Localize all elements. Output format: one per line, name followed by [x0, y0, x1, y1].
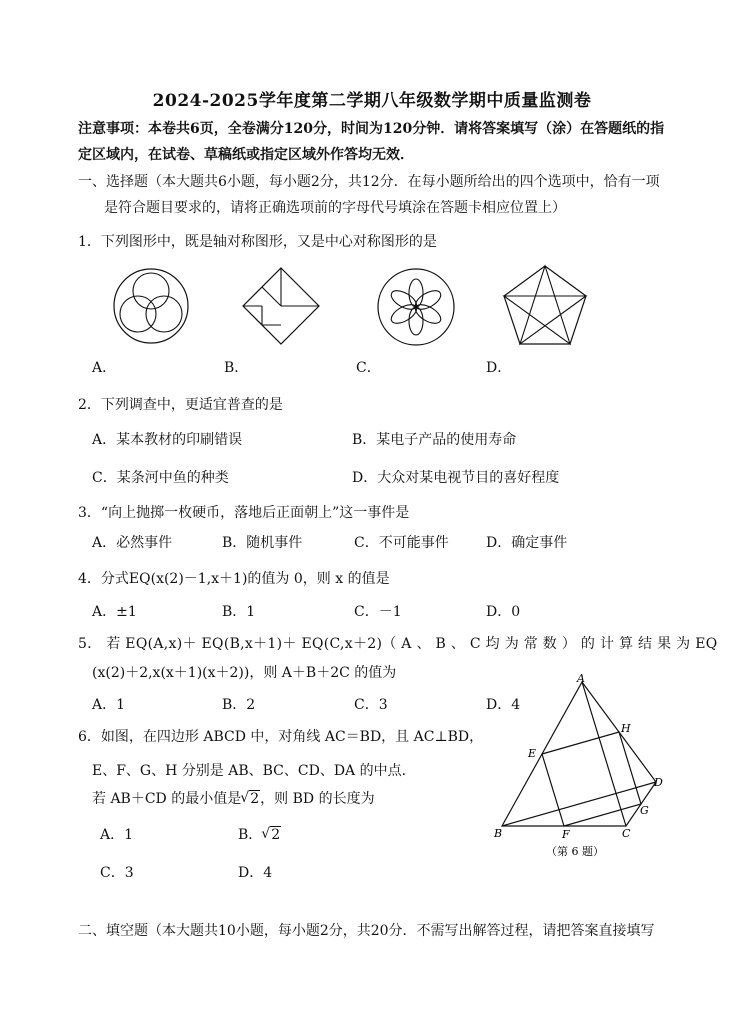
q3-option-c[interactable]: C．不可能事件	[354, 535, 449, 551]
notice-label: 注意事项：	[78, 121, 148, 137]
q6-label-g: G	[640, 804, 649, 817]
q1-figure-b	[240, 265, 322, 347]
q2-option-a[interactable]: A．某本教材的印刷错误	[92, 432, 243, 448]
q6-sqrt: √ 2	[241, 790, 260, 808]
q4-stem: 4．分式EQ(x(2)－1,x＋1)的值为 0，则 x 的值是	[78, 571, 390, 587]
q2-stem: 2．下列调查中，更适宜普查的是	[78, 397, 283, 413]
q6-stem-3-pre: 若 AB＋CD 的最小值是	[92, 791, 242, 807]
q6-option-b[interactable]: B．√ 2	[238, 826, 281, 844]
q1-stem: 1．下列图形中，既是轴对称图形，又是中心对称图形的是	[78, 234, 437, 250]
q6-stem-1: 6．如图，在四边形 ABCD 中，对角线 AC＝BD，且 AC⊥BD，	[78, 729, 484, 745]
notice-line-2: 定区域内，在试卷、草稿纸或指定区域外作答均无效．	[78, 147, 414, 163]
q4-option-a[interactable]: A．±1	[92, 604, 137, 620]
q6-label-f: F	[562, 828, 570, 841]
notice-line-1	[78, 120, 664, 138]
q5-option-b[interactable]: B．2	[222, 697, 256, 713]
q3-option-a[interactable]: A．必然事件	[92, 535, 173, 551]
q4-option-b[interactable]: B．1	[222, 604, 256, 620]
q6-stem-3	[92, 790, 375, 808]
q1-figure-d	[500, 262, 590, 348]
q6-label-e: E	[528, 747, 537, 760]
section1-heading-2: 是符合题目要求的，请将正确选项前的字母代号填涂在答题卡相应位置上）	[104, 200, 566, 216]
q2-option-c[interactable]: C．某条河中鱼的种类	[92, 470, 229, 486]
q3-option-b[interactable]: B．随机事件	[222, 535, 303, 551]
q6-option-d[interactable]: D．4	[238, 865, 273, 881]
q2-option-d[interactable]: D．大众对某电视节目的喜好程度	[352, 470, 560, 486]
q6-label-d: D	[654, 776, 663, 789]
q6-option-a[interactable]: A．1	[100, 827, 134, 843]
q6-stem-2: E、F、G、H 分别是 AB、BC、CD、DA 的中点．	[92, 763, 416, 779]
q4-option-d[interactable]: D．0	[486, 604, 521, 620]
q4-option-c[interactable]: C．－1	[354, 604, 402, 620]
q6-label-c: C	[622, 827, 631, 840]
q6-caption: （第 6 题）	[546, 845, 604, 858]
notice-text-1: 本卷共6页，全卷满分120分，时间为120分钟．请将答案填写（涂）在答题纸的指	[148, 121, 665, 137]
q6-label-a: A	[577, 672, 585, 685]
q6-stem-3-post: ，则 BD 的长度为	[260, 791, 375, 807]
q5-option-a[interactable]: A．1	[92, 697, 126, 713]
q3-stem: 3．“向上抛掷一枚硬币，落地后正面朝上”这一事件是	[78, 505, 410, 521]
q1-option-b[interactable]: B．	[224, 360, 249, 376]
q6-label-b: B	[494, 827, 503, 840]
q2-option-b[interactable]: B．某电子产品的使用寿命	[352, 432, 517, 448]
q6-option-b-sqrt: √ 2	[262, 826, 281, 844]
section2-heading-1: 二、填空题（本大题共10小题，每小题2分，共20分．不需写出解答过程，请把答案直接填写	[78, 923, 655, 939]
q1-option-a[interactable]: A．	[92, 360, 117, 376]
q1-option-d[interactable]: D．	[486, 360, 512, 376]
q3-option-d[interactable]: D．确定事件	[486, 535, 568, 551]
q5-stem-2: (x(2)＋2,x(x＋1)(x＋2))，则 A＋B＋2C 的值为	[92, 665, 397, 681]
q6-option-c[interactable]: C．3	[100, 865, 134, 881]
q1-figure-c	[374, 265, 458, 349]
q1-figure-a	[110, 265, 192, 347]
q6-figure	[488, 670, 670, 860]
q6-label-h: H	[621, 722, 631, 735]
q5-stem-1: 5． 若 EQ(A,x)＋ EQ(B,x＋1)＋ EQ(C,x＋2)（ A 、 B 、 C 均 为 常 数 ） 的 计 算 结 果 为 EQ	[78, 636, 718, 652]
q5-option-c[interactable]: C．3	[354, 697, 388, 713]
section1-heading-1: 一、选择题（本大题共6小题，每小题2分，共12分．在每小题所给出的四个选项中，恰有一项	[78, 174, 660, 190]
q5-option-d[interactable]: D．4	[486, 697, 521, 713]
exam-title: 2024-2025学年度第二学期八年级数学期中质量监测卷	[152, 91, 592, 111]
q1-option-c[interactable]: C．	[356, 360, 381, 376]
